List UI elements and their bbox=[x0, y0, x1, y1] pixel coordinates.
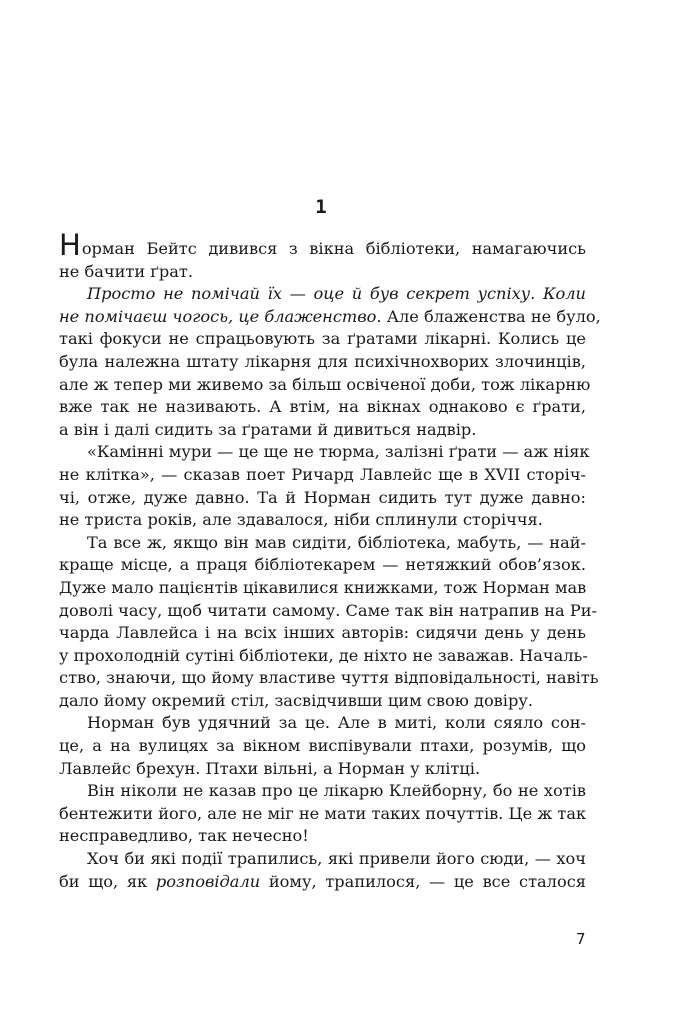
italic-text: Просто не помічай їх — оце й був секрет успіху. Коли bbox=[87, 284, 586, 304]
text-line: не бачити ґрат. bbox=[59, 261, 193, 281]
text-line: чарда Лавлейса і на всіх інших авторів: сидячи день у день bbox=[59, 623, 586, 643]
italic-text: розповідали bbox=[155, 871, 261, 891]
text-line: бентежити його, але не міг не мати таких почуттів. Це ж так bbox=[59, 803, 587, 823]
chapter-number: 1 bbox=[315, 196, 327, 218]
body-text bbox=[59, 228, 601, 893]
text-line: Лавлейс брехун. Птахи вільні, а Норман у клітці. bbox=[59, 758, 481, 778]
text-line: чі, отже, дуже давно. Та й Норман сидить тут дуже давно: bbox=[59, 487, 586, 507]
text-line: а він і далі сидить за ґратами й дивиться надвір. bbox=[59, 419, 477, 439]
text-line: «Камінні мури — це ще не тюрма, залізні ґрати — аж ніяк bbox=[87, 442, 590, 462]
text-line: це, а на вулицях за вікном виспівували птахи, розумів, що bbox=[59, 736, 586, 756]
text-line: не триста років, але здавалося, ніби сплинули сторіччя. bbox=[59, 510, 543, 530]
text-line: не помічаєш чогось, це блаженство. Але блаженства не було, bbox=[59, 306, 601, 326]
text-line: ство, знаючи, що йому властиве чуття відповідальності, навіть bbox=[59, 668, 599, 688]
text-line: несправедливо, так нечесно! bbox=[59, 826, 309, 846]
text-line: Та все ж, якщо він мав сидіти, бібліотека, мабуть, — най- bbox=[87, 532, 586, 552]
text-line: Норман був удячний за це. Але в миті, коли сяяло сон- bbox=[87, 713, 586, 733]
text-line: але ж тепер ми живемо за більш освіченої доби, тож лікарню bbox=[59, 374, 591, 394]
drop-cap: Н bbox=[59, 228, 81, 262]
page-number: 7 bbox=[576, 930, 586, 948]
text-line: такі фокуси не спрацьовують за ґратами лікарні. Колись це bbox=[59, 329, 586, 349]
text-line: Норман Бейтс дивився з вікна бібліотеки, намагаючись bbox=[59, 228, 586, 262]
text-line: краще місце, а праця бібліотекарем — нетяжкий обов’язок. bbox=[59, 555, 586, 575]
text-line: дало йому окремий стіл, засвідчивши цим свою довіру. bbox=[59, 690, 534, 710]
text-line: у прохолодній сутіні бібліотеки, де ніхто не заважав. Началь- bbox=[59, 645, 588, 665]
italic-text: не помічаєш чогось, це блаженство bbox=[59, 306, 377, 326]
text-line bbox=[59, 283, 586, 306]
text-line: би що, як розповідали йому, трапилося, — це все сталося bbox=[59, 871, 586, 891]
text-line: вже так не називають. А втім, на вікнах однаково є ґрати, bbox=[59, 397, 586, 417]
text-line: доволі часу, щоб читати самому. Саме так він натрапив на Ри- bbox=[59, 600, 597, 620]
text-line: Хоч би які події трапились, які привели його сюди, — хоч bbox=[87, 849, 586, 869]
text-line: була належна штату лікарня для психічнохворих злочинців, bbox=[59, 351, 586, 371]
text-line: не клітка», — сказав поет Ричард Лавлейс ще в XVII сторіч- bbox=[59, 464, 586, 484]
text-line: Він ніколи не казав про це лікарю Клейборну, бо не хотів bbox=[87, 781, 586, 801]
text-line: Дуже мало пацієнтів цікавилися книжками, тож Норман мав bbox=[59, 577, 587, 597]
